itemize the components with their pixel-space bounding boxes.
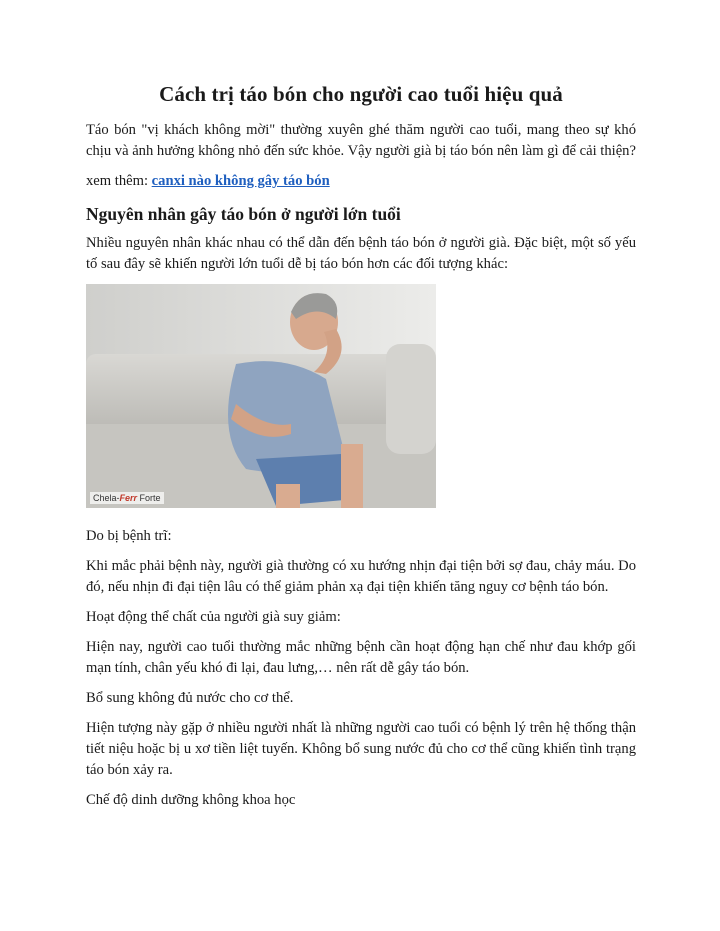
see-also-prefix: xem thêm: — [86, 173, 152, 189]
intro-paragraph: Táo bón "vị khách không mời" thường xuyên ghé thăm người cao tuổi, mang theo sự khó chịu và ảnh hưởng không nhỏ đến sức khỏe. Vậy người già bị táo bón nên làm gì để cải thiện? — [86, 122, 636, 159]
document-content — [86, 82, 636, 820]
cause-1-heading: Do bị bệnh trĩ: — [86, 528, 172, 544]
cause-3-body: Hiện tượng này gặp ở nhiều người nhất là những người cao tuổi có bệnh lý trên hệ thống thận tiết niệu hoặc bị u xơ tiền liệt tuyến. Không bổ sung nước đủ cho cơ thể cũng khiến tình trạng táo bón xảy ra. — [86, 720, 636, 778]
cause-3-heading: Bổ sung không đủ nước cho cơ thể. — [86, 690, 294, 706]
cause-4-heading: Chế độ dinh dưỡng không khoa học — [86, 792, 296, 808]
article-photo — [86, 284, 436, 508]
cause-2-heading: Hoạt động thể chất của người già suy giảm: — [86, 609, 341, 625]
cause-1-body: Khi mắc phải bệnh này, người già thường có xu hướng nhịn đại tiện bởi sợ đau, chảy máu. Do đó, nếu nhịn đi đại tiện lâu có thể giảm phản xạ đại tiện khiến tăng nguy cơ bệnh táo bón. — [86, 558, 636, 595]
cause-2-body: Hiện nay, người cao tuổi thường mắc những bệnh cần hoạt động hạn chế như đau khớp gối mạn tính, chân yếu khó đi lại, đau lưng,… nên rất dễ gây táo bón. — [86, 639, 636, 676]
photo-illustration — [86, 284, 436, 508]
section-intro: Nhiều nguyên nhân khác nhau có thể dẫn đến bệnh táo bón ở người già. Đặc biệt, một số yếu tố sau đây sẽ khiến người lớn tuổi dễ bị táo bón hơn các đối tượng khác: — [86, 235, 636, 272]
see-also-link[interactable]: canxi nào không gây táo bón — [151, 173, 330, 189]
photo-watermark: Chela-Ferr Forte — [90, 492, 164, 504]
see-also-line — [86, 171, 636, 192]
page-title: Cách trị táo bón cho người cao tuổi hiệu quả — [159, 82, 563, 106]
section-heading: Nguyên nhân gây táo bón ở người lớn tuổi — [86, 204, 401, 224]
